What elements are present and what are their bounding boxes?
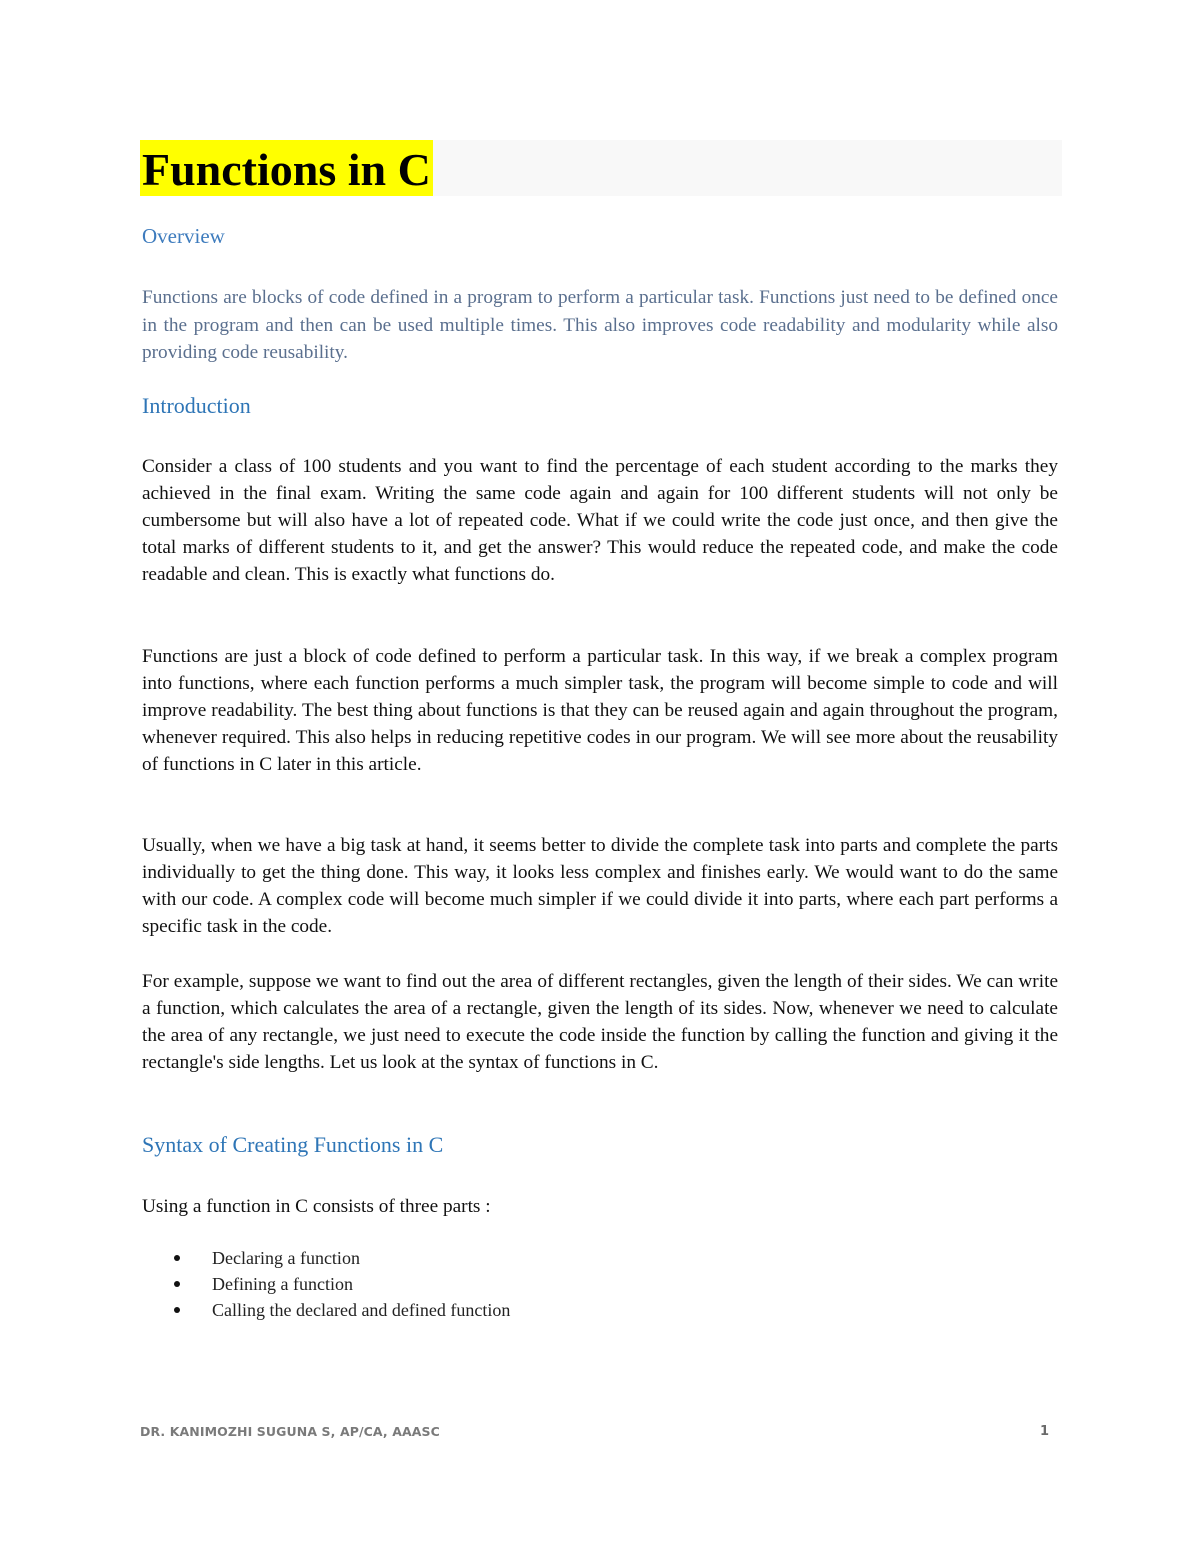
footer-page-number: 1 [1040, 1424, 1050, 1439]
list-item-text: Defining a function [212, 1274, 353, 1294]
introduction-paragraph-2: Functions are just a block of code defined to perform a particular task. In this way, if we break a complex program into functions, where each function performs a much simpler task, the program will become simple to code and will improve readability. The best thing about functions is that they can be reused again and again throughout the program, whenever required. This also helps in reducing repetitive codes in our program. We will see more about the reusability of functions in C later in this article. [142, 646, 1058, 775]
syntax-bullet-list [170, 1245, 510, 1323]
list-item-text: Declaring a function [212, 1248, 360, 1268]
bullet-icon [174, 1281, 180, 1287]
document-title: Functions in C [140, 140, 433, 196]
introduction-paragraph-3: Usually, when we have a big task at hand, it seems better to divide the complete task into parts and complete the parts individually to get the thing done. This way, it looks less complex and finishes early. We would want to do the same with our code. A complex code will become much simpler if we could divide it into parts, where each part performs a specific task in the code. [142, 835, 1058, 937]
overview-heading: Overview [142, 224, 225, 248]
syntax-heading: Syntax of Creating Functions in C [142, 1132, 444, 1157]
introduction-paragraph-4: For example, suppose we want to find out the area of different rectangles, given the length of their sides. We can write a function, which calculates the area of a rectangle, given the length of its sides. Now, whenever we need to calculate the area of any rectangle, we just need to execute the code inside the function by calling the function and giving it the rectangle's side lengths. Let us look at the syntax of functions in C. [142, 971, 1058, 1073]
introduction-heading: Introduction [142, 393, 251, 418]
list-item [170, 1297, 510, 1323]
introduction-paragraph-1: Consider a class of 100 students and you want to find the percentage of each student according to the marks they achieved in the final exam. Writing the same code again and again for 100 different students will not only be cumbersome but will also have a lot of repeated code. What if we could write the code just once, and then give the total marks of different students to it, and get the answer? This would reduce the repeated code, and make the code readable and clean. This is exactly what functions do. [142, 456, 1058, 585]
list-item [170, 1271, 510, 1297]
list-item-text: Calling the declared and defined function [212, 1300, 511, 1320]
overview-paragraph: Functions are blocks of code defined in a program to perform a particular task. Functions just need to be defined once in the program and then can be used multiple times. This also improves code readability and modularity while also providing code reusability. [142, 287, 1058, 363]
syntax-intro-paragraph: Using a function in C consists of three parts : [142, 1196, 491, 1217]
list-item [170, 1245, 510, 1271]
bullet-icon [174, 1307, 180, 1313]
bullet-icon [174, 1255, 180, 1261]
footer-author: DR. KANIMOZHI SUGUNA S, AP/CA, AAASC [140, 1424, 440, 1439]
